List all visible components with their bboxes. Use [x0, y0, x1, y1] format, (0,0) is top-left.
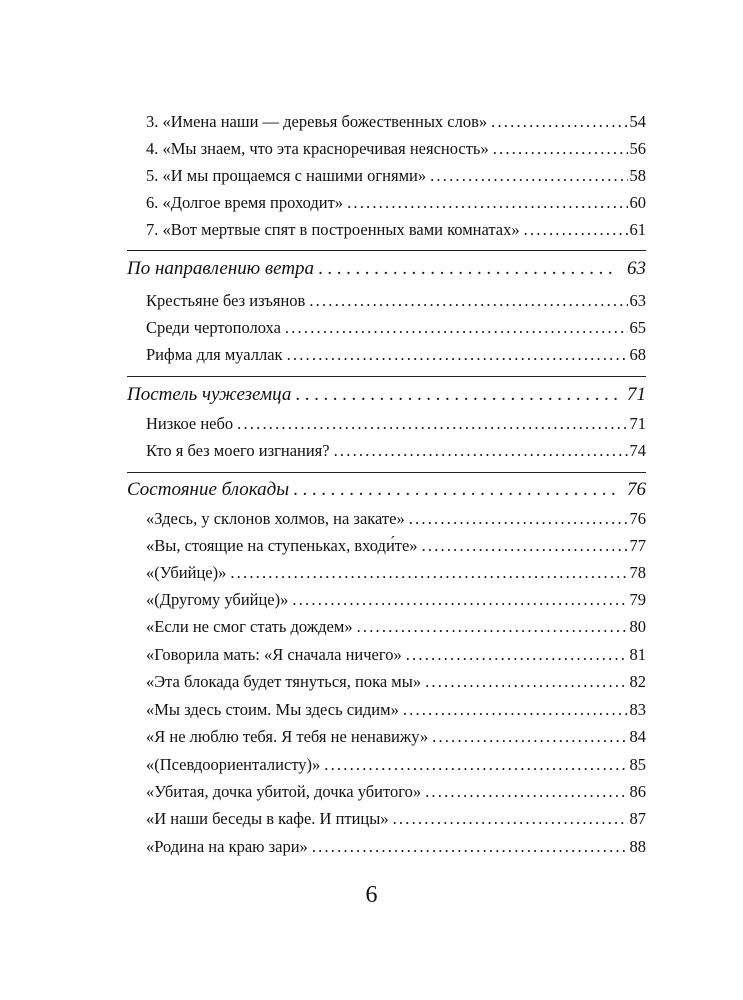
- toc-entry-page: 71: [629, 414, 646, 433]
- toc-entry-title: 3. «Имена наши — деревья божественных слов»: [146, 112, 488, 131]
- dot-leader: [295, 384, 617, 406]
- toc-entry-page: 84: [629, 727, 646, 746]
- toc-entry: [146, 563, 646, 583]
- toc-entry-title: 7. «Вот мертвые спят в построенных вами комнатах»: [146, 220, 520, 239]
- toc-entry-page: 61: [629, 220, 646, 239]
- toc-entry-title: «Эта блокада будет тянуться, пока мы»: [146, 672, 422, 691]
- toc-entry-title: Рифма для муаллак: [146, 345, 283, 364]
- toc-entry-page: 81: [629, 645, 646, 664]
- toc-entry-page: 68: [629, 345, 646, 364]
- toc-entry-title: 5. «И мы прощаемся с нашими огнями»: [146, 166, 427, 185]
- toc-entry-title: «(Другому убийце)»: [146, 590, 289, 609]
- toc-entry: [146, 414, 646, 434]
- toc-entry-page: 54: [629, 112, 646, 131]
- dot-leader: [324, 755, 627, 775]
- toc-entry-title: «Если не смог стать дождем»: [146, 617, 353, 636]
- dot-leader: [230, 563, 627, 583]
- toc-entry-title: «Вы, стоящие на ступеньках, входи́те»: [146, 536, 418, 555]
- dot-leader: [403, 700, 628, 720]
- toc-entry-page: 56: [629, 139, 646, 158]
- toc-entry-page: 85: [629, 755, 646, 774]
- toc-entry: [146, 220, 646, 240]
- toc-entry-title: «Я не люблю тебя. Я тебя не ненавижу»: [146, 727, 429, 746]
- toc-entry-page: 79: [629, 590, 646, 609]
- toc-entry-title: 6. «Долгое время проходит»: [146, 193, 344, 212]
- dot-leader: [393, 809, 628, 829]
- section-divider: [127, 472, 646, 473]
- toc-entry-page: 60: [629, 193, 646, 212]
- toc-section-title: Состояние блокады: [127, 479, 290, 500]
- dot-leader: [425, 672, 627, 692]
- toc-entry: [146, 837, 646, 857]
- toc-entry: [146, 672, 646, 692]
- dot-leader: [422, 536, 628, 556]
- toc-entry: [146, 112, 646, 132]
- toc-entry-title: 4. «Мы знаем, что эта красноречивая неясность»: [146, 139, 489, 158]
- dot-leader: [293, 479, 617, 501]
- toc-section-page: 63: [627, 258, 646, 279]
- toc-section-page: 71: [627, 384, 646, 405]
- toc-entry: [146, 291, 646, 311]
- toc-section-heading: [127, 479, 646, 501]
- toc-entry: [146, 727, 646, 747]
- section-divider: [127, 250, 646, 251]
- toc-entry-page: 80: [629, 617, 646, 636]
- toc-entry-title: «(Псевдоориенталисту)»: [146, 755, 321, 774]
- toc-entry: [146, 139, 646, 159]
- toc-entry: [146, 193, 646, 213]
- toc-entry: [146, 509, 646, 529]
- toc-entry-page: 86: [629, 782, 646, 801]
- section-divider: [127, 376, 646, 377]
- dot-leader: [334, 441, 628, 461]
- dot-leader: [285, 318, 628, 338]
- toc-entry: [146, 645, 646, 665]
- toc-entry-title: «Здесь, у склонов холмов, на закате»: [146, 509, 405, 528]
- dot-leader: [524, 220, 628, 240]
- toc-entry-title: Среди чертополоха: [146, 318, 281, 337]
- toc-entry-title: Кто я без моего изгнания?: [146, 441, 330, 460]
- toc-entry: [146, 782, 646, 802]
- toc-entry-page: 65: [629, 318, 646, 337]
- toc-entry-title: Крестьяне без изъянов: [146, 291, 306, 310]
- toc-entry-title: «И наши беседы в кафе. И птицы»: [146, 809, 389, 828]
- dot-leader: [491, 112, 627, 132]
- toc-entry-title: Низкое небо: [146, 414, 234, 433]
- toc-entry-title: «Родина на краю зари»: [146, 837, 308, 856]
- toc-section-title: Постель чужеземца: [127, 384, 292, 405]
- toc-entry: [146, 809, 646, 829]
- dot-leader: [425, 782, 627, 802]
- toc-entry-page: 74: [629, 441, 646, 460]
- toc-entry-page: 58: [629, 166, 646, 185]
- dot-leader: [312, 837, 628, 857]
- toc-entry: [146, 166, 646, 186]
- toc-entry: [146, 755, 646, 775]
- dot-leader: [409, 509, 628, 529]
- toc-entry-page: 87: [629, 809, 646, 828]
- toc-entry: [146, 441, 646, 461]
- toc-section-page: 76: [627, 479, 646, 500]
- dot-leader: [406, 645, 628, 665]
- toc-entry-title: «(Убийце)»: [146, 563, 227, 582]
- toc-entry: [146, 345, 646, 365]
- toc-entry-page: 82: [629, 672, 646, 691]
- page-number: 6: [365, 882, 378, 908]
- toc-entry-page: 78: [629, 563, 646, 582]
- toc-entry: [146, 700, 646, 720]
- dot-leader: [347, 193, 627, 213]
- dot-leader: [237, 414, 627, 434]
- dot-leader: [432, 727, 627, 747]
- toc-entry: [146, 318, 646, 338]
- toc-entry-page: 76: [629, 509, 646, 528]
- dot-leader: [318, 258, 617, 280]
- toc-entry: [146, 536, 646, 556]
- toc-entry-page: 83: [629, 700, 646, 719]
- toc-section-title: По направлению ветра: [127, 258, 315, 279]
- dot-leader: [357, 617, 628, 637]
- dot-leader: [292, 590, 627, 610]
- dot-leader: [493, 139, 628, 159]
- toc-entry-title: «Убитая, дочка убитой, дочка убитого»: [146, 782, 422, 801]
- dot-leader: [309, 291, 627, 311]
- toc-entry-title: «Говорила мать: «Я сначала ничего»: [146, 645, 402, 664]
- toc-entry: [146, 617, 646, 637]
- dot-leader: [430, 166, 627, 186]
- toc-entry: [146, 590, 646, 610]
- toc-entry-page: 63: [629, 291, 646, 310]
- toc-entry-title: «Мы здесь стоим. Мы здесь сидим»: [146, 700, 399, 719]
- toc-entry-page: 88: [629, 837, 646, 856]
- toc-section-heading: [127, 384, 646, 406]
- toc-section-heading: [127, 258, 646, 280]
- dot-leader: [287, 345, 628, 365]
- toc-entry-page: 77: [629, 536, 646, 555]
